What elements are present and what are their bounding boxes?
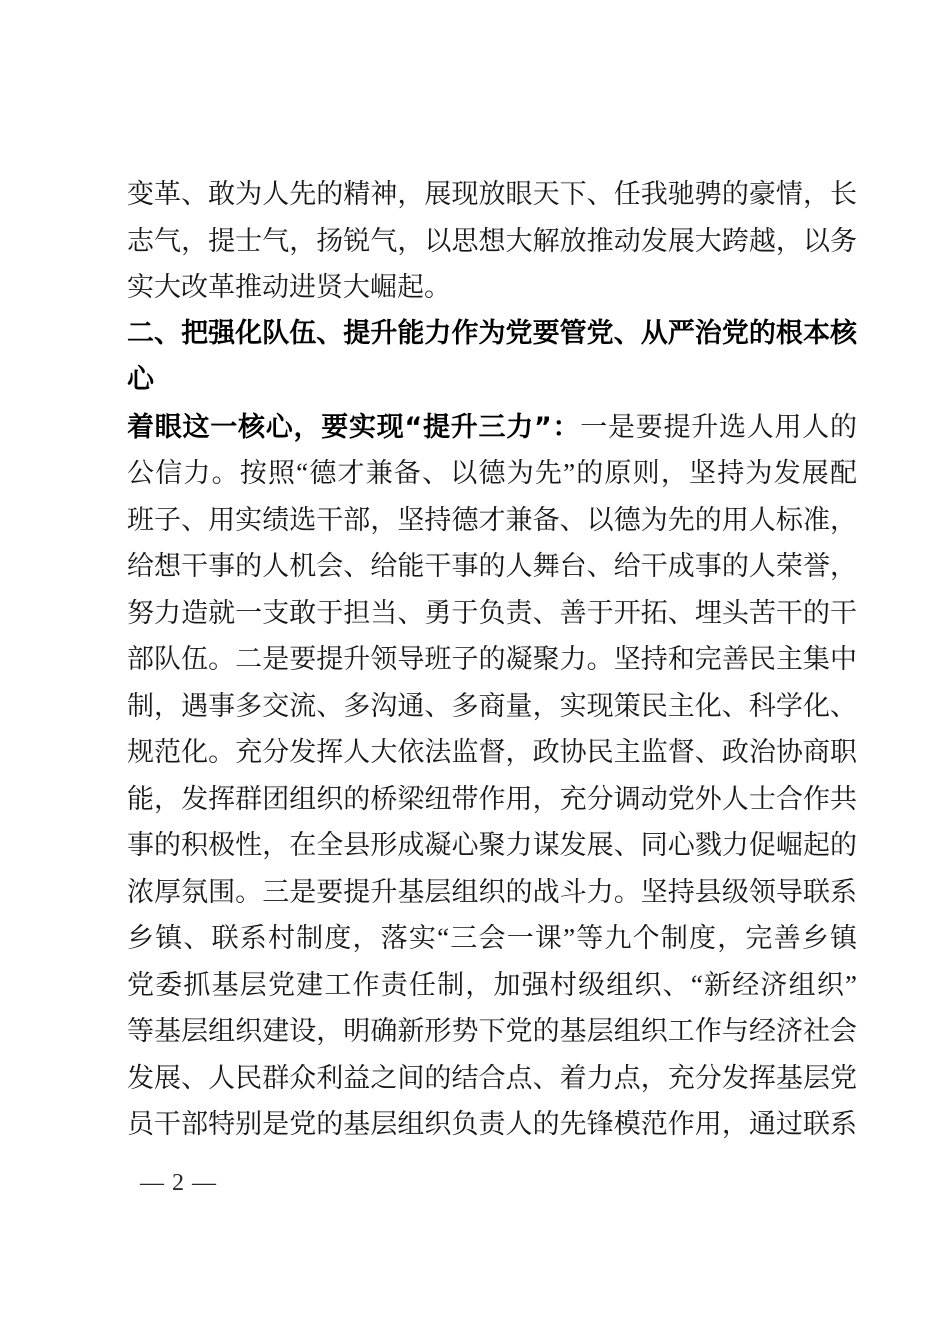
text-line: 给想干事的人机会、给能干事的人舞台、给干成事的人荣誉， xyxy=(127,551,857,581)
text-line: 浓厚氛围。三是要提升基层组织的战斗力。坚持县级领导联系 xyxy=(127,876,857,907)
body-paragraph xyxy=(127,171,857,311)
text-run: 一是要提升选人用人的 xyxy=(580,411,857,442)
heading-paragraph xyxy=(127,311,857,404)
text-line: 能，发挥群团组织的桥梁纽带作用，充分调动党外人士合作共 xyxy=(127,783,857,814)
bold-text-run: 着眼这一核心，要实现“提升三力”： xyxy=(127,411,581,443)
text-line: 等基层组织建设，明确新形势下党的基层组织工作与经济社会 xyxy=(127,1016,857,1046)
text-line: 员干部特别是党的基层组织负责人的先锋模范作用，通过联系 xyxy=(127,1109,857,1139)
body-paragraph xyxy=(127,404,857,1148)
text-line: 志气，提士气，扬锐气，以思想大解放推动发展大跨越，以务 xyxy=(127,225,857,256)
page-number: — 2 — xyxy=(140,1170,217,1196)
text-line: 发展、人民群众利益之间的结合点、着力点，充分发挥基层党 xyxy=(127,1062,857,1093)
text-line: 二、把强化队伍、提升能力作为党要管党、从严治党的根本核 xyxy=(127,317,857,349)
text-line xyxy=(127,404,857,451)
text-line: 部队伍。二是要提升领导班子的凝聚力。坚持和完善民主集中 xyxy=(127,644,857,674)
text-line: 努力造就一支敢于担当、勇于负责、善于开拓、埋头苦干的干 xyxy=(127,597,857,628)
text-line: 党委抓基层党建工作责任制，加强村级组织、“新经济组织” xyxy=(127,969,857,1000)
text-line: 公信力。按照“德才兼备、以德为先”的原则，坚持为发展配 xyxy=(127,458,857,488)
text-line: 变革、敢为人先的精神，展现放眼天下、任我驰骋的豪情，长 xyxy=(127,179,857,209)
text-line: 乡镇、联系村制度，落实“三会一课”等九个制度，完善乡镇 xyxy=(127,923,857,953)
text-line: 事的积极性，在全县形成凝心聚力谋发展、同心戮力促崛起的 xyxy=(127,830,857,860)
text-line: 心 xyxy=(127,364,154,395)
text-line: 规范化。充分发挥人大依法监督，政协民主监督、政治协商职 xyxy=(127,737,857,767)
text-line: 制，遇事多交流、多沟通、多商量，实现策民主化、科学化、 xyxy=(127,690,857,721)
text-line: 班子、用实绩选干部，坚持德才兼备、以德为先的用人标准， xyxy=(127,504,857,535)
text-line: 实大改革推动进贤大崛起。 xyxy=(127,272,451,302)
document-content xyxy=(127,171,857,1148)
